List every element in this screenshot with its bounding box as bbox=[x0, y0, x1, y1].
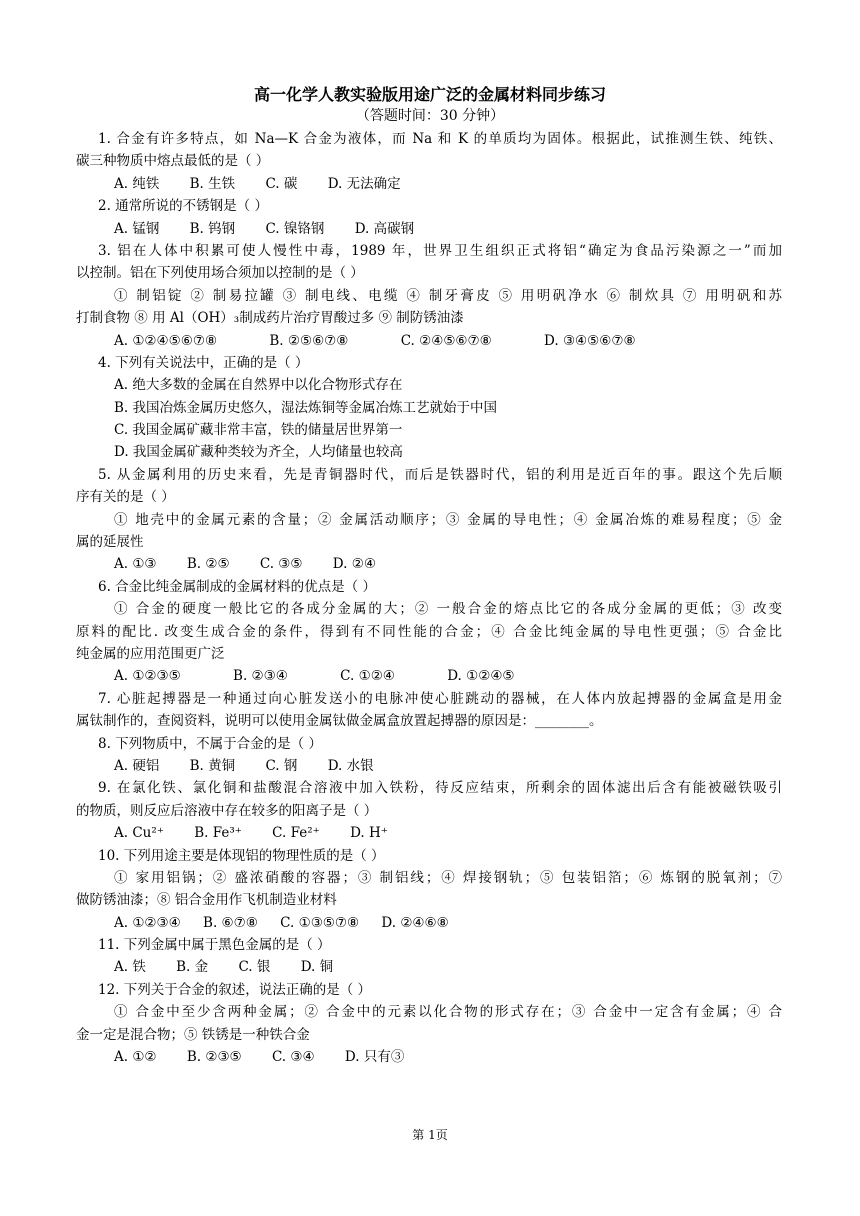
question-stem: 1. 合金有许多特点，如 Na—K 合金为液体，而 Na 和 K 的单质均为固体。根据此，试推测生铁、纯铁、 bbox=[98, 131, 782, 147]
option-row bbox=[76, 665, 782, 687]
option: D. ②④ bbox=[332, 556, 376, 573]
option: A. 纯铁 bbox=[114, 175, 160, 192]
option: C. ①②④ bbox=[340, 668, 395, 685]
option-row bbox=[76, 755, 782, 777]
question-items: 打制食物 ⑧ 用 Al（OH）₃制成药片治疗胃酸过多 ⑨ 制防锈油漆 bbox=[76, 310, 464, 327]
option: C. 碳 bbox=[265, 175, 298, 192]
question-stem: 11. 下列金属中属于黑色金属的是（ ） bbox=[98, 937, 331, 954]
option: D. 水银 bbox=[327, 757, 374, 774]
question-items: 金一定是混合物；⑤ 铁锈是一种铁合金 bbox=[76, 1026, 310, 1043]
question-stem: 4. 下列有关说法中，正确的是（ ） bbox=[98, 354, 309, 371]
question-items: ① 合金中至少含两种金属；② 合金中的元素以化合物的形式存在；③ 合金中一定含有金属；④ 合 bbox=[114, 1004, 782, 1021]
option: A. ①② bbox=[114, 1049, 157, 1066]
question-stem: 2. 通常所说的不锈钢是（ ） bbox=[98, 198, 268, 215]
option-row bbox=[76, 330, 782, 352]
question-stem: 3. 铝在人体中积累可使人慢性中毒，1989 年，世界卫生组织正式将铝“确定为食品污染源之一”而加 bbox=[98, 242, 782, 259]
option: B. ⑥⑦⑧ bbox=[203, 914, 258, 931]
option: B. ②③⑤ bbox=[186, 1049, 242, 1066]
option: C. ③⑤ bbox=[259, 556, 303, 573]
question-stem: 6. 合金比纯金属制成的金属材料的优点是（ ） bbox=[98, 578, 376, 595]
question-stem: 的物质，则反应后溶液中存在较多的阳离子是（ ） bbox=[76, 802, 378, 819]
question-stem: 8. 下列物质中，不属于合金的是（ ） bbox=[98, 735, 322, 752]
question-stem: 序有关的是（ ） bbox=[76, 489, 175, 506]
option: A. ①②③④ bbox=[114, 914, 181, 931]
option: B. 生铁 bbox=[189, 175, 236, 192]
question-items: ① 合金的硬度一般比它的各成分金属的大；② 一般合金的熔点比它的各成分金属的更低；③ 改变 bbox=[114, 601, 782, 618]
option: B. 钨钢 bbox=[189, 220, 236, 237]
option-row bbox=[76, 912, 782, 934]
question-list bbox=[76, 128, 782, 1068]
option: A. ①②④⑤⑥⑦⑧ bbox=[114, 332, 218, 349]
option: D. ①②④⑤ bbox=[447, 668, 515, 685]
option: B. ②③④ bbox=[233, 668, 288, 685]
option: D. ③④⑤⑥⑦⑧ bbox=[544, 332, 636, 349]
option: A. 绝大多数的金属在自然界中以化合物形式存在 bbox=[114, 377, 403, 394]
option-row bbox=[76, 956, 782, 978]
option-row bbox=[76, 1046, 782, 1068]
question-stem: 属钛制作的，查阅资料，说明可以使用金属钛做金属盒放置起搏器的原因是：________。 bbox=[76, 713, 603, 730]
option: D. 我国金属矿藏种类较为齐全，人均储量也较高 bbox=[114, 444, 403, 461]
option: C. 镍铬钢 bbox=[265, 220, 325, 237]
question-stem: 10. 下列用途主要是体现铝的物理性质的是（ ） bbox=[98, 847, 385, 864]
option: A. 铁 bbox=[114, 959, 146, 976]
question-items: ① 制铝锭 ② 制易拉罐 ③ 制电线、电缆 ④ 制牙膏皮 ⑤ 用明矾净水 ⑥ 制炊具 ⑦ 用明矾和苏 bbox=[114, 287, 782, 304]
question-items: 属的延展性 bbox=[76, 534, 144, 551]
option: D. 铜 bbox=[300, 959, 334, 976]
option: C. ①③⑤⑦⑧ bbox=[280, 914, 360, 931]
option-row bbox=[76, 173, 782, 195]
option: D. 只有③ bbox=[344, 1049, 405, 1066]
option: C. ③④ bbox=[271, 1049, 315, 1066]
option: A. ①③ bbox=[114, 556, 157, 573]
option: A. Cu²⁺ bbox=[114, 825, 164, 842]
option-row bbox=[76, 822, 782, 844]
option: D. 高碳钢 bbox=[354, 220, 415, 237]
option: B. 我国冶炼金属历史悠久，湿法炼铜等金属冶炼工艺就始于中国 bbox=[114, 399, 498, 416]
option: D. 无法确定 bbox=[327, 175, 401, 192]
question-items: 纯金属的应用范围更广泛 bbox=[76, 645, 225, 662]
option: D. H⁺ bbox=[350, 825, 388, 842]
option-row bbox=[76, 218, 782, 240]
option: C. 我国金属矿藏非常丰富，铁的储量居世界第一 bbox=[114, 422, 403, 439]
question-stem: 7. 心脏起搏器是一种通过向心脏发送小的电脉冲使心脏跳动的器械，在人体内放起搏器的金属盒是用金 bbox=[98, 690, 782, 707]
option: C. 钢 bbox=[265, 757, 298, 774]
page-number: 第 1页 bbox=[412, 1128, 448, 1142]
question-items: 做防锈油漆；⑧ 铝合金用作飞机制造业材料 bbox=[76, 892, 337, 909]
option: C. Fe²⁺ bbox=[272, 825, 320, 842]
option: B. 黄铜 bbox=[189, 757, 236, 774]
option: B. 金 bbox=[176, 959, 209, 976]
question-stem: 5. 从金属利用的历史来看，先是青铜器时代，而后是铁器时代，铝的利用是近百年的事。跟这个先后顺 bbox=[98, 466, 782, 483]
question-stem: 12. 下列关于合金的叙述，说法正确的是（ ） bbox=[98, 981, 372, 998]
question-items: ① 地壳中的金属元素的含量；② 金属活动顺序；③ 金属的导电性；④ 金属冶炼的难易程度；⑤ 金 bbox=[114, 511, 782, 528]
option: C. ②④⑤⑥⑦⑧ bbox=[400, 332, 492, 349]
page-subtitle: （答题时间：30 分钟） bbox=[355, 108, 505, 124]
option: A. ①②③⑤ bbox=[114, 668, 181, 685]
question-items: 原料的配比. 改变生成合金的条件，得到有不同性能的合金；④ 合金比纯金属的导电性更强；⑤ 合金比 bbox=[76, 623, 782, 640]
option: B. ②⑤ bbox=[186, 556, 230, 573]
option: B. Fe³⁺ bbox=[194, 825, 242, 842]
question-stem: 以控制。铝在下列使用场合须加以控制的是（ ） bbox=[76, 265, 364, 282]
option-row bbox=[76, 553, 782, 575]
option: C. 银 bbox=[238, 959, 271, 976]
option: A. 锰钢 bbox=[114, 220, 160, 237]
option: D. ②④⑥⑧ bbox=[381, 914, 449, 931]
option: A. 硬铝 bbox=[114, 757, 160, 774]
question-items: ① 家用铝锅；② 盛浓硝酸的容器；③ 制铝线；④ 焊接钢轨；⑤ 包装铝箔；⑥ 炼钢的脱氧剂；⑦ bbox=[114, 869, 782, 886]
page-title: 高一化学人教实验版用途广泛的金属材料同步练习 bbox=[253, 85, 606, 104]
question-stem: 9. 在氯化铁、氯化铜和盐酸混合溶液中加入铁粉，待反应结束，所剩余的固体滤出后含有能被磁铁吸引 bbox=[98, 780, 782, 797]
question-stem: 碳三种物质中熔点最低的是（ ） bbox=[76, 153, 270, 170]
option: B. ②⑤⑥⑦⑧ bbox=[269, 332, 349, 349]
